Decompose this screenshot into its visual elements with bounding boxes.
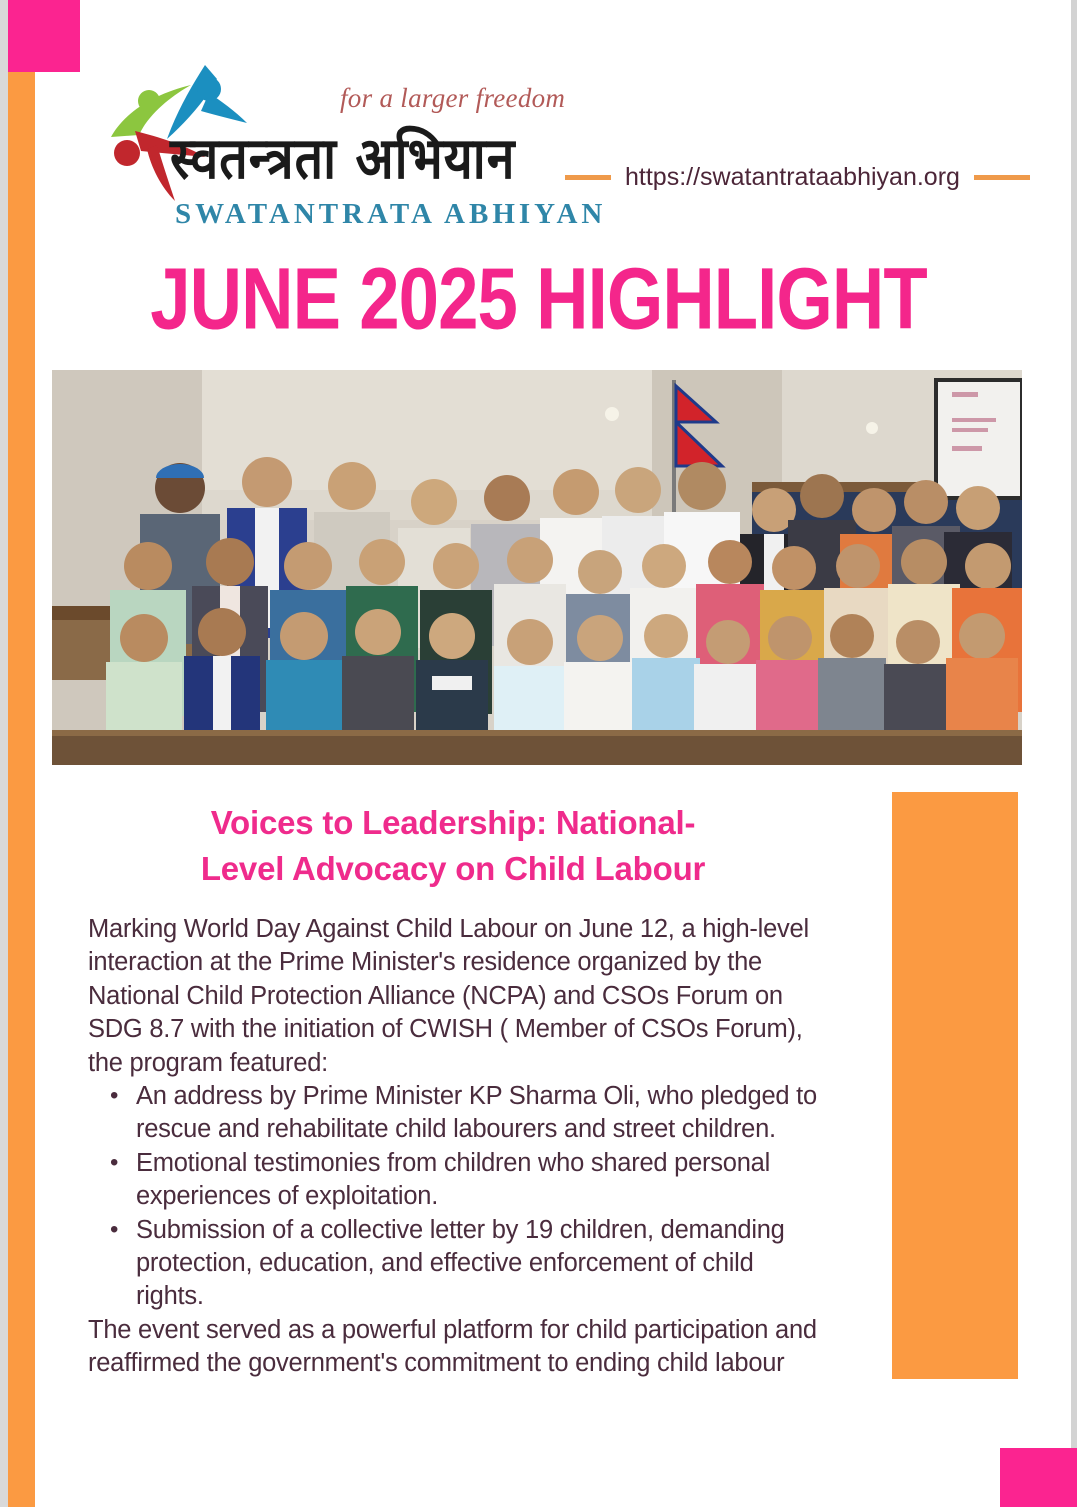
decorative-orange-bar-left xyxy=(8,72,35,1507)
decorative-pink-block-bottom-right xyxy=(1000,1448,1077,1507)
page-title: JUNE 2025 HIGHLIGHT xyxy=(150,249,927,348)
article-intro-paragraph: Marking World Day Against Child Labour on June 12, a high-level interaction at the Prime Minister's residence organized by the National Child Protection Alliance (NCPA) and CSOs Forum on SDG 8.7 with the initiation of CWISH ( Member of CSOs Forum), the program featured: xyxy=(88,915,809,1077)
logo-romanized-name: SWATANTRATA ABHIYAN xyxy=(175,198,607,230)
decorative-pink-block-top-left xyxy=(8,0,80,72)
event-group-photo xyxy=(52,370,1022,765)
url-dash-left-icon xyxy=(565,175,611,180)
logo-tagline: for a larger freedom xyxy=(340,83,566,113)
website-url-text[interactable]: https://swatantrataabhiyan.org xyxy=(625,163,960,191)
list-item: • Submission of a collective letter by 19 children, demanding protection, education, and effective enforcement of child rights. xyxy=(136,1214,818,1314)
article-heading-line-2: Level Advocacy on Child Labour xyxy=(200,849,706,887)
organization-logo xyxy=(95,45,607,230)
logo-devanagari-name: स्वतन्त्रता अभियान xyxy=(170,125,516,192)
url-dash-right-icon xyxy=(974,175,1030,180)
list-item: • An address by Prime Minister KP Sharma Oli, who pledged to rescue and rehabilitate child labourers and street children. xyxy=(136,1080,818,1147)
article-heading xyxy=(88,800,818,891)
page-header xyxy=(95,45,1025,230)
page-right-edge xyxy=(1071,0,1077,1507)
page-left-edge xyxy=(0,0,8,1507)
article-block xyxy=(88,800,818,1381)
website-url-block[interactable] xyxy=(565,163,1030,192)
article-closing-paragraph: The event served as a powerful platform for child participation and reaffirmed the government's commitment to ending child labour xyxy=(88,1315,817,1378)
article-body xyxy=(88,913,818,1380)
article-heading-line-1: Voices to Leadership: National- xyxy=(210,804,696,841)
decorative-orange-bar-right xyxy=(892,792,1018,1379)
list-item: • Emotional testimonies from children who shared personal experiences of exploitation. xyxy=(136,1147,818,1214)
article-bullet-list xyxy=(88,1080,818,1314)
